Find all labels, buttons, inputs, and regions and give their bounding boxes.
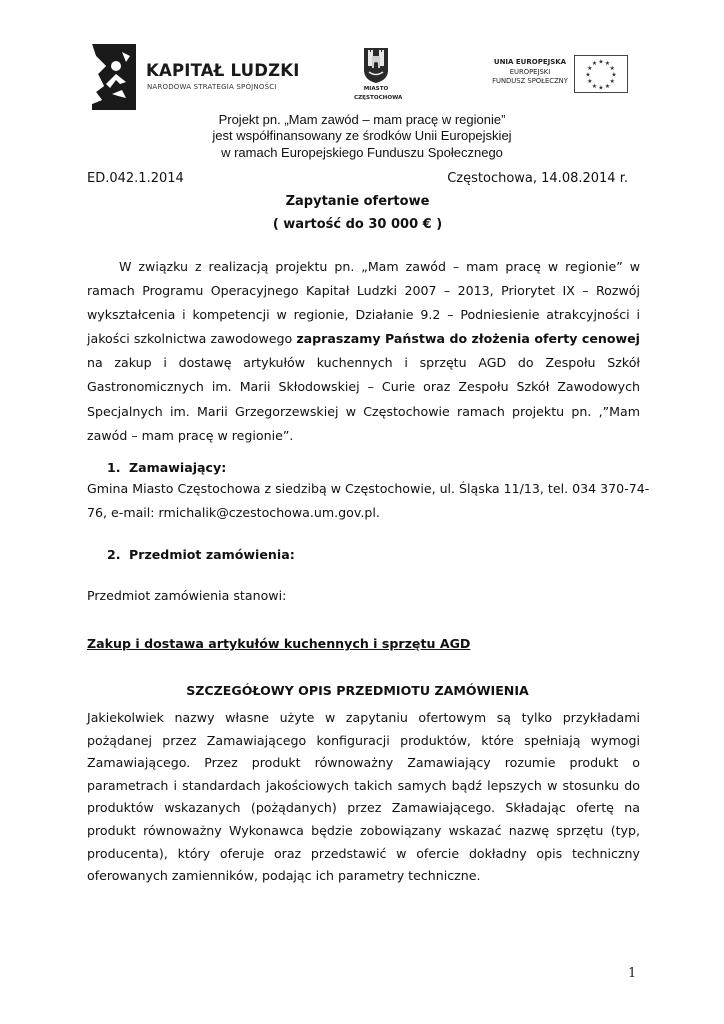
place-date: Częstochowa, 14.08.2014 r.: [447, 171, 628, 186]
eu-logo: [490, 58, 640, 98]
svg-text:★: ★: [604, 82, 611, 90]
section-1-title: Zamawiający:: [129, 460, 227, 475]
svg-text:★: ★: [609, 78, 615, 85]
svg-text:★: ★: [604, 60, 611, 68]
project-caption: [100, 112, 624, 161]
svg-text:★: ★: [585, 71, 591, 79]
intro-text-part1: W związku z realizacją projektu pn. „Mam zawód – mam pracę w regionie” w ramach Programu Operacyjnego Kapitał Ludzki 2007 – 2013, Priorytet IX – Rozwój wykształcenia i kompetencji w regionie, Działanie 9.2 – Podniesienie atrakcyjności i jakości szkolnictwa zawodowego: [87, 259, 640, 347]
svg-text:★: ★: [587, 65, 593, 72]
contact-line: 76, e-mail: rmichalik@czestochowa.um.gov.pl.: [87, 505, 380, 521]
section-2-title: Przedmiot zamówienia:: [129, 547, 295, 562]
eu-flag-icon: [574, 55, 628, 93]
page-number: 1: [628, 966, 637, 981]
city-crest-icon: [363, 46, 389, 84]
kapital-ludzki-subtitle: NARODOWA STRATEGIA SPÓJNOŚCI: [147, 83, 277, 91]
specification-paragraph: Jakiekolwiek nazwy własne użyte w zapytaniu ofertowym są tylko przykładami pożądanej przez Zamawiającego konfiguracji produktów, które spełniają wymogi Zamawiającego. Przez produkt równoważny Zamawiający rozumie produkt o parametrach i standardach jakościowych takich samych bądź lepszych w stosunku do produktów wskazanych (pożądanych) przez Zamawiającego. Składając ofertę na produkt równoważny Wykonawca będzie zobowiązany wskazać nazwę sprzętu (typ, producenta), który oferuje oraz przedstawić w ofercie dokładny opis techniczny oferowanych zamienników, podając ich parametry techniczne.: [87, 710, 640, 884]
kapital-ludzki-logo: [92, 44, 302, 110]
svg-text:★: ★: [591, 82, 598, 90]
reference-number: ED.042.1.2014: [87, 171, 184, 186]
reference-row: [87, 171, 628, 189]
contact-line: Gmina Miasto Częstochowa z siedzibą w Częstochowie, ul. Śląska 11/13, tel. 034 370-74-: [87, 481, 650, 496]
city-name-line2: CZĘSTOCHOWA: [354, 95, 403, 101]
kapital-ludzki-title: KAPITAŁ LUDZKI: [146, 61, 300, 80]
svg-text:★: ★: [611, 71, 617, 79]
city-name-line1: MIASTO: [363, 86, 389, 92]
svg-text:★: ★: [598, 58, 604, 66]
eu-line1: UNIA EUROPEJSKA: [493, 58, 567, 66]
intro-bold-invitation: zapraszamy Państwa do złożenia oferty cenowej: [296, 331, 640, 347]
subject-intro-text: Przedmiot zamówienia stanowi:: [87, 588, 287, 603]
kapital-ludzki-emblem-icon: [92, 44, 136, 110]
eu-logo-text: [490, 58, 570, 87]
eu-line3: FUNDUSZ SPOŁECZNY: [492, 77, 568, 85]
city-crest-logo: [354, 46, 403, 108]
subject-title: Zakup i dostawa artykułów kuchennych i sprzętu AGD: [87, 636, 471, 651]
project-caption-line: Projekt pn. „Mam zawód – mam pracę w regionie”: [218, 112, 506, 127]
document-title: Zapytanie ofertowe: [285, 194, 430, 209]
section-2-number: 2.: [107, 547, 121, 562]
svg-text:★: ★: [591, 60, 598, 68]
section-2-heading: [107, 547, 295, 562]
svg-text:★: ★: [598, 84, 604, 92]
section-1-number: 1.: [107, 460, 121, 475]
document-subtitle: ( wartość do 30 000 € ): [272, 217, 443, 232]
project-caption-line: jest współfinansowany ze środków Unii Europejskiej: [212, 128, 512, 144]
intro-paragraph: [87, 255, 640, 448]
project-caption-line: w ramach Europejskiego Funduszu Społecznego: [221, 144, 503, 160]
svg-text:★: ★: [609, 65, 615, 72]
svg-text:★: ★: [587, 78, 593, 85]
section-1-heading: [107, 460, 226, 475]
eu-line2: EUROPEJSKI: [509, 67, 551, 76]
contracting-authority-details: [87, 477, 650, 526]
intro-text-part2: na zakup i dostawę artykułów kuchennych i sprzętu AGD do Zespołu Szkół Gastronomicznych im. Marii Skłodowskiej – Curie oraz Zespołu Szkół Zawodowych Specjalnych im. Marii Grzegorzewskiej w Częstochowie ramach projektu pn. ,”Mam zawód – mam pracę w regionie”.: [87, 355, 640, 443]
specification-heading: SZCZEGÓŁOWY OPIS PRZEDMIOTU ZAMÓWIENIA: [186, 683, 529, 698]
